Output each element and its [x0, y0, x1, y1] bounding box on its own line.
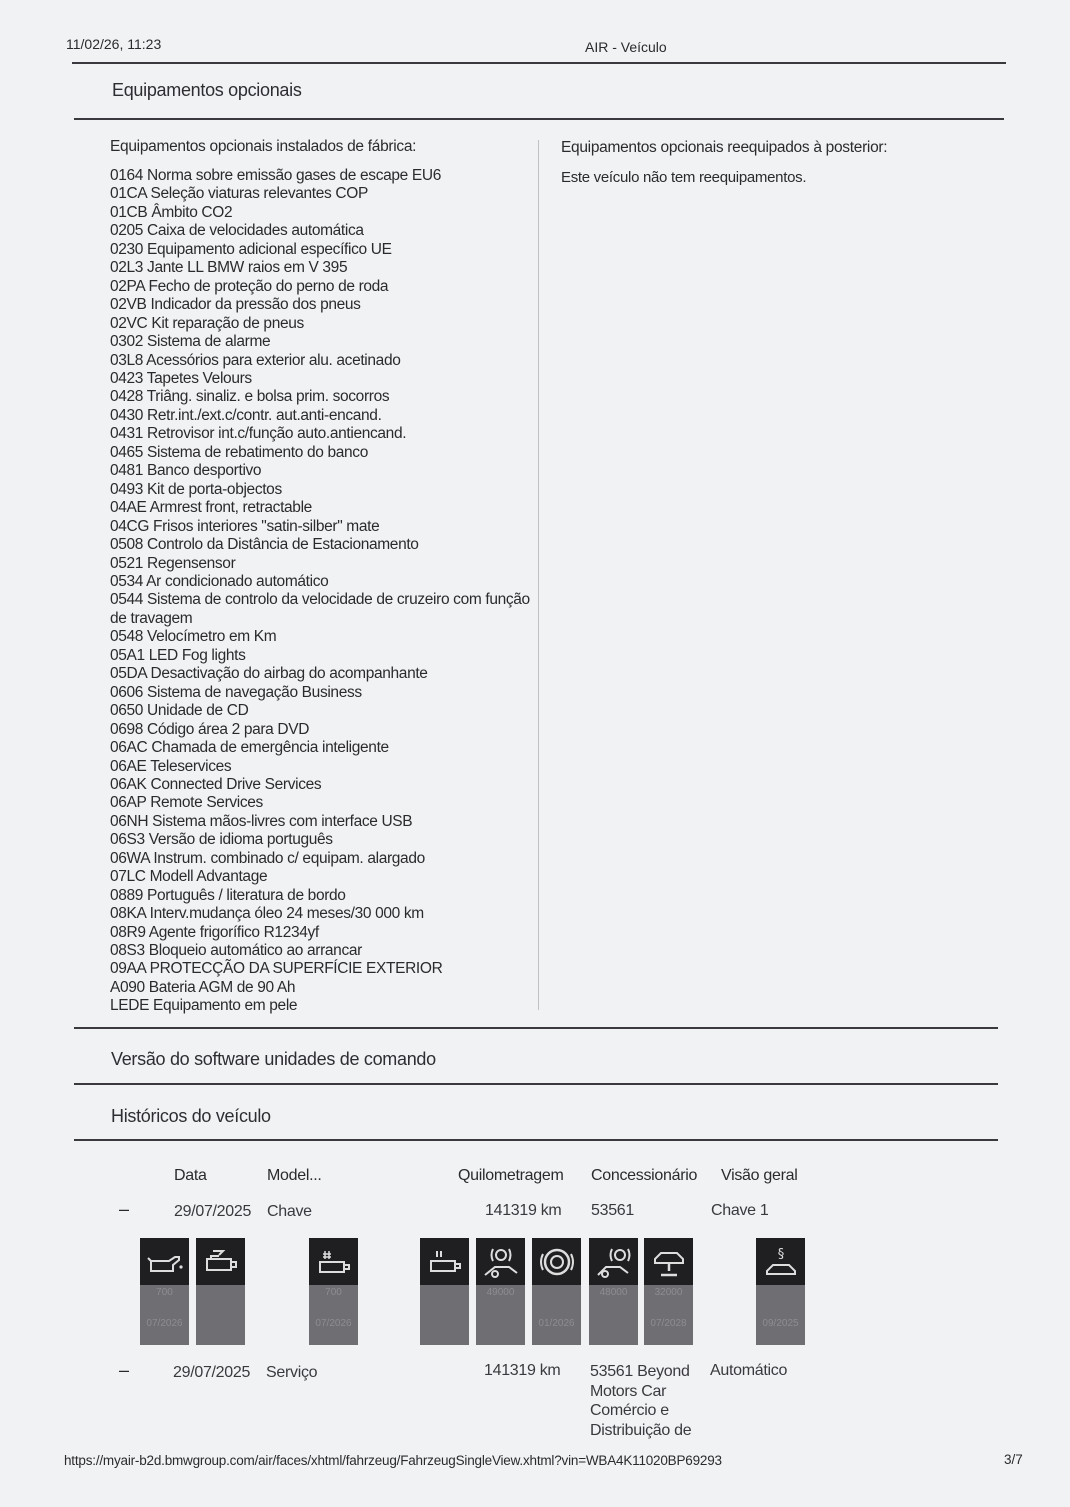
factory-option-item: 0606 Sistema de navegação Business	[110, 683, 362, 701]
factory-option-item: 08R9 Agente frigorífico R1234yf	[110, 923, 319, 941]
history-row-overview: Automático	[710, 1362, 788, 1379]
column-header-overview[interactable]: Visão geral	[721, 1167, 798, 1184]
factory-option-item: 0534 Ar condicionado automático	[110, 572, 329, 590]
factory-option-item: 05DA Desactivação do airbag do acompanhante	[110, 665, 428, 683]
svg-text:§: §	[777, 1246, 784, 1262]
factory-option-item: 0544 Sistema de controlo da velocidade de cruzeiro com função de travagem	[110, 591, 530, 627]
factory-option-item: 0230 Equipamento adicional específico UE	[110, 240, 392, 258]
engine-filter-icon	[309, 1238, 358, 1285]
fuel-engine-icon	[196, 1238, 245, 1285]
header-rule	[72, 62, 1006, 64]
factory-option-item: 05A1 LED Fog lights	[110, 646, 246, 664]
collapse-toggle[interactable]: –	[119, 1360, 130, 1380]
service-tile[interactable]: 49000	[476, 1238, 525, 1345]
history-row-model: Chave	[267, 1203, 312, 1220]
section-rule	[74, 1083, 998, 1085]
section-rule	[74, 1027, 998, 1029]
column-header-mileage[interactable]: Quilometragem	[458, 1167, 564, 1184]
factory-option-item: 02PA Fecho de proteção do perno de roda	[110, 277, 389, 295]
history-row-overview: Chave 1	[711, 1202, 769, 1219]
vehicle-lift-icon	[644, 1238, 693, 1285]
factory-option-item: 0465 Sistema de rebatimento do banco	[110, 443, 368, 461]
factory-options-heading: Equipamentos opcionais instalados de fábrica:	[110, 138, 417, 155]
section-title-optional-equipment: Equipamentos opcionais	[112, 80, 302, 100]
retrofit-options-heading: Equipamentos opcionais reequipados à posterior:	[561, 139, 888, 156]
document-title: AIR - Veículo	[585, 39, 667, 55]
service-tile[interactable]	[196, 1238, 245, 1345]
factory-option-item: 06WA Instrum. combinado c/ equipam. alargado	[110, 849, 425, 867]
factory-option-item: 06AC Chamada de emergência inteligente	[110, 739, 389, 757]
history-row-date: 29/07/2025	[174, 1203, 252, 1220]
vehicle-inspection-icon	[756, 1238, 805, 1285]
factory-option-item: A090 Bateria AGM de 90 Ah	[110, 978, 296, 996]
factory-option-item: 03L8 Acessórios para exterior alu. acetinado	[110, 351, 401, 369]
column-header-dealer[interactable]: Concessionário	[591, 1167, 698, 1184]
factory-option-item: 06AP Remote Services	[110, 794, 263, 812]
factory-option-item: 02VB Indicador da pressão dos pneus	[110, 296, 361, 314]
factory-option-item: 0698 Código área 2 para DVD	[110, 720, 310, 738]
column-header-date[interactable]: Data	[174, 1167, 207, 1184]
factory-option-item: 0428 Triâng. sinaliz. e bolsa prim. socorros	[110, 388, 390, 406]
service-tile[interactable]: 700 07/2026	[309, 1238, 358, 1345]
factory-option-item: 0548 Velocímetro em Km	[110, 628, 277, 646]
engine-check-icon	[420, 1238, 469, 1285]
factory-option-item: 08KA Interv.mudança óleo 24 meses/30 000 km	[110, 905, 424, 923]
factory-option-item: 0430 Retr.int./ext.c/contr. aut.anti-encand.	[110, 406, 382, 424]
factory-option-item: 0205 Caixa de velocidades automática	[110, 222, 364, 240]
factory-options-list	[110, 167, 530, 1016]
section-rule	[74, 118, 1004, 120]
history-row-dealer: 53561	[591, 1202, 634, 1219]
brake-fluid-icon	[532, 1238, 581, 1285]
service-tile[interactable]: 32000 07/2028	[644, 1238, 693, 1345]
history-row-model: Serviço	[266, 1364, 318, 1381]
factory-option-item: 02VC Kit reparação de pneus	[110, 314, 304, 332]
history-row-dealer: 53561 Beyond Motors Car Comércio e Distribuição de	[590, 1363, 692, 1439]
service-tile[interactable]: 48000	[589, 1238, 638, 1345]
factory-option-item: 06AK Connected Drive Services	[110, 775, 322, 793]
factory-option-item: 0481 Banco desportivo	[110, 462, 262, 480]
factory-option-item: 04CG Frisos interiores "satin-silber" mate	[110, 517, 380, 535]
factory-option-item: 01CA Seleção viaturas relevantes COP	[110, 185, 368, 203]
factory-option-item: 09AA PROTECÇÃO DA SUPERFÍCIE EXTERIOR	[110, 960, 443, 978]
page-number: 3/7	[1004, 1452, 1023, 1467]
factory-option-item: 0302 Sistema de alarme	[110, 333, 271, 351]
factory-option-item: 06NH Sistema mãos-livres com interface USB	[110, 812, 413, 830]
section-rule	[74, 1139, 998, 1141]
factory-option-item: 04AE Armrest front, retractable	[110, 499, 312, 517]
factory-option-item: 0493 Kit de porta-objectos	[110, 480, 282, 498]
history-row-date: 29/07/2025	[173, 1364, 251, 1381]
column-divider	[538, 140, 539, 1010]
factory-option-item: LEDE Equipamento em pele	[110, 997, 298, 1015]
factory-option-item: 07LC Modell Advantage	[110, 868, 268, 886]
column-header-model[interactable]: Model...	[267, 1167, 322, 1184]
footer-url: https://myair-b2d.bmwgroup.com/air/faces/xhtml/fahrzeug/FahrzeugSingleView.xhtml?vin=WBA4K11020BP69293	[64, 1453, 722, 1468]
factory-option-item: 0431 Retrovisor int.c/função auto.antiencand.	[110, 425, 407, 443]
history-row-mileage: 141319 km	[484, 1362, 561, 1379]
oil-can-icon	[140, 1238, 189, 1285]
section-title-software[interactable]: Versão do software unidades de comando	[111, 1049, 436, 1069]
history-row-mileage: 141319 km	[485, 1202, 562, 1219]
factory-option-item: 0889 Português / literatura de bordo	[110, 886, 346, 904]
factory-option-item: 06AE Teleservices	[110, 757, 232, 775]
service-tile[interactable]: § 09/2025	[756, 1238, 805, 1345]
collapse-toggle[interactable]: –	[119, 1199, 130, 1219]
factory-option-item: 02L3 Jante LL BMW raios em V 395	[110, 259, 348, 277]
print-datetime: 11/02/26, 11:23	[66, 36, 162, 52]
factory-option-item: 0508 Controlo da Distância de Estacionamento	[110, 536, 419, 554]
service-tile[interactable]: 01/2026	[532, 1238, 581, 1345]
service-tile[interactable]	[420, 1238, 469, 1345]
service-tile[interactable]: 700 07/2026	[140, 1238, 189, 1345]
factory-option-item: 0521 Regensensor	[110, 554, 236, 572]
brake-rear-icon	[589, 1238, 638, 1285]
retrofit-none-text: Este veículo não tem reequipamentos.	[561, 169, 807, 186]
factory-option-item: 01CB Âmbito CO2	[110, 203, 233, 221]
factory-option-item: 06S3 Versão de idioma português	[110, 831, 333, 849]
factory-option-item: 0423 Tapetes Velours	[110, 369, 252, 387]
factory-option-item: 08S3 Bloqueio automático ao arrancar	[110, 942, 362, 960]
section-title-history[interactable]: Históricos do veículo	[111, 1106, 271, 1126]
factory-option-item: 0164 Norma sobre emissão gases de escape EU6	[110, 167, 441, 184]
brake-front-icon	[476, 1238, 525, 1285]
factory-option-item: 0650 Unidade de CD	[110, 702, 249, 720]
